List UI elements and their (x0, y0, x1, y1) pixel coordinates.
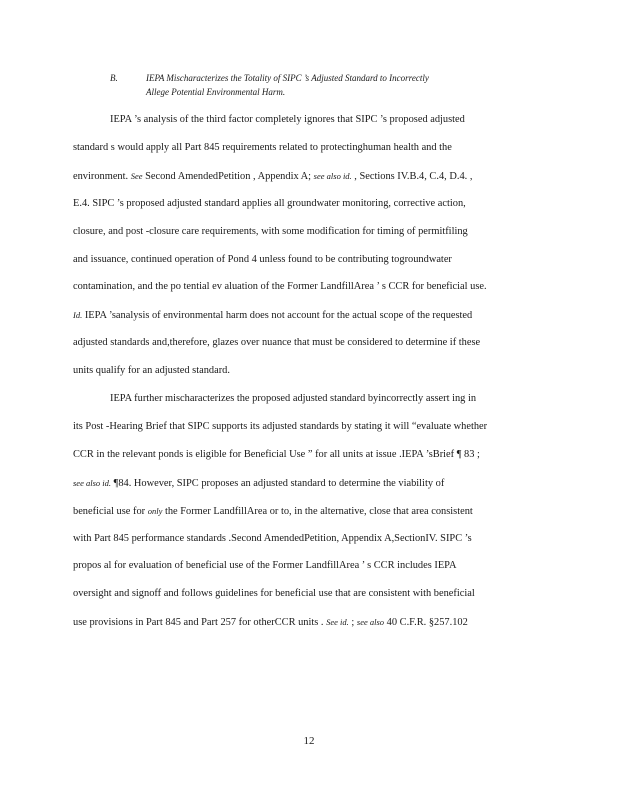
heading-line-1: IEPA Mischaracterizes the Totality of SIPC ’s Adjusted Standard to Incorrectly (146, 73, 429, 83)
text-line: beneficial use for only the Former LandfillArea or to, in the alternative, close that area consistent (73, 505, 473, 517)
text-line: closure, and post -closure care requirements, with some modification for timing of permitfiling (73, 225, 468, 237)
text-line: CCR in the relevant ponds is eligible for Beneficial Use ” for all units at issue .IEPA ’sBrief ¶ 83 ; (73, 448, 480, 460)
text-line: its Post -Hearing Brief that SIPC supports its adjusted standards by stating it will “evaluate whether (73, 420, 488, 432)
text-line: propos al for evaluation of beneficial use of the Former LandfillArea ’ s CCR includes IEPA (73, 560, 457, 572)
text-line: see also id. ¶84. However, SIPC proposes an adjusted standard to determine the viability of (73, 477, 445, 489)
text-line: use provisions in Part 845 and Part 257 for otherCCR units . See id. ; see also 40 C.F.R. §257.102 (73, 617, 468, 629)
text-line: contamination, and the po tential ev aluation of the Former LandfillArea ’ s CCR for beneficial use. (73, 281, 487, 293)
text-line: IEPA further mischaracterizes the proposed adjusted standard byincorrectly assert ing in (110, 393, 477, 404)
text-line: IEPA ’s analysis of the third factor completely ignores that SIPC ’s proposed adjusted (110, 114, 465, 125)
heading-line-2: Allege Potential Environmental Harm. (146, 87, 286, 97)
text-line: standard s would apply all Part 845 requirements related to protectinghuman health and the (73, 141, 452, 153)
text-line: oversight and signoff and follows guidelines for beneficial use that are consistent with beneficial (73, 588, 475, 600)
text-line: E.4. SIPC ’s proposed adjusted standard applies all groundwater monitoring, corrective action, (73, 197, 466, 209)
text-line: with Part 845 performance standards .Second AmendedPetition, Appendix A,SectionIV. SIPC ’s (73, 532, 472, 544)
text-line: environment. See Second AmendedPetition , Appendix A; see also id. , Sections IV.B.4, C.4, D.4. , (73, 170, 473, 182)
text-line: adjusted standards and,therefore, glazes over nuance that must be considered to determine if these (73, 337, 481, 349)
text-line: and issuance, continued operation of Pond 4 unless found to be contributing togroundwater (73, 253, 452, 265)
page-number: 12 (303, 735, 315, 747)
text-line: units qualify for an adjusted standard. (73, 365, 230, 377)
text-line: Id. IEPA ’sanalysis of environmental harm does not account for the actual scope of the requested (73, 310, 473, 322)
heading-letter: B. (110, 73, 118, 83)
